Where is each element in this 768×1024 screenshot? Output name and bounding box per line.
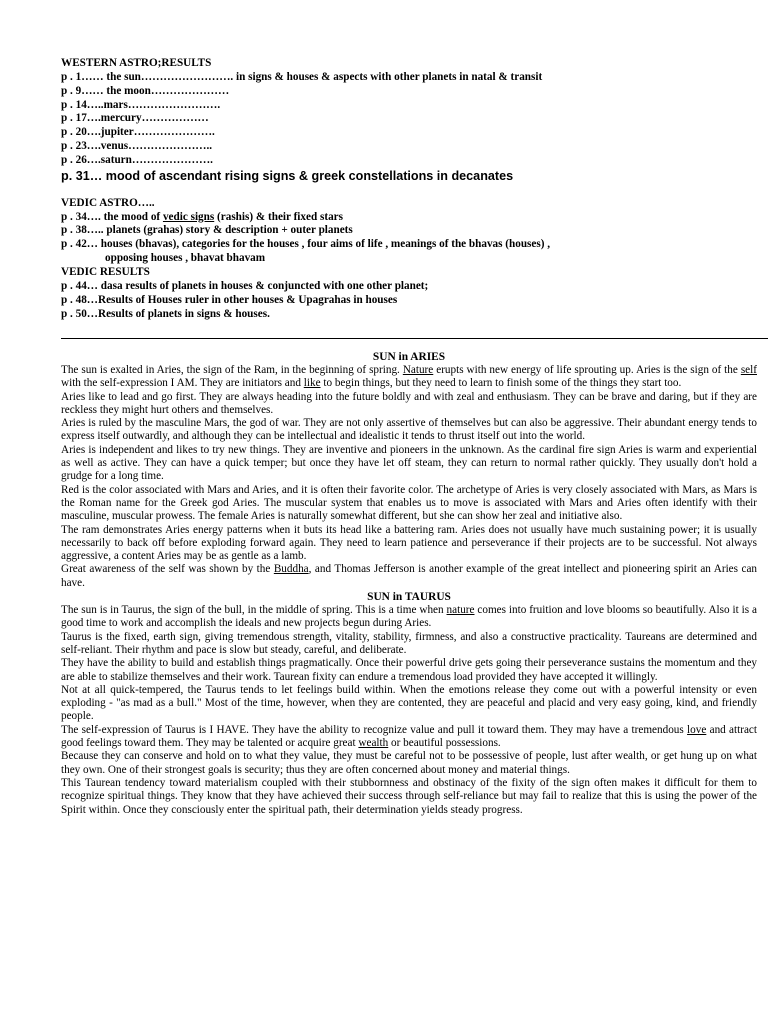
paragraph: They have the ability to build and establish things pragmatically. Once their powerful drive gets going their perseverance sustains the momentum and they are able to stabilize themselves and their work. Taurean fixity can endure a tremendous load provided they have accepted it willingly. (61, 657, 757, 683)
toc-entry: p . 1…… the sun……………………. in signs & houses & aspects with other planets in natal & transit (61, 70, 543, 83)
section-title-aries: SUN in ARIES (372, 351, 446, 363)
vedic-results-heading: VEDIC RESULTS (61, 265, 150, 278)
toc-entry: p . 38….. planets (grahas) story & description + outer planets (61, 224, 353, 237)
vedic-signs-link[interactable]: vedic signs (162, 210, 215, 223)
wealth-link[interactable]: wealth (358, 737, 389, 750)
nature-link[interactable]: nature (446, 604, 475, 617)
paragraph: The self-expression of Taurus is I HAVE. They have the ability to recognize value and pull it toward them. They may have a tremendous love and attract good feelings toward them. They may be talented or acquire great wealth or beautiful possessions. (61, 723, 757, 750)
paragraph: The sun is exalted in Aries, the sign of the Ram, in the beginning of spring. Nature erupts with new energy of life sprouting up. Aries is the sign of the self with the self-expression I AM. They are initiators and like to begin things, but they need to learn to finish some of the things they start too. (61, 364, 757, 390)
paragraph: The ram demonstrates Aries energy patterns when it buts its head like a battering ram. Aries does not usually have much sustaining power; it is usually necessarily to back off before exploding forward again. They need to learn patience and perseverance if their projects are to be successful. Not always aggressive, a content Aries may be as gentle as a lamb. (61, 523, 757, 563)
document-body (61, 350, 757, 817)
paragraph: This Taurean tendency toward materialism coupled with their stubbornness and obstinacy of the fixity of the sign often makes it difficult for them to recognize spiritual things. They know that they have achieved their success through self-reliance but may fail to realize that this is using the power of the Spirit within. Once they consciously enter the spiritual path, their determination yields steady progress. (61, 776, 757, 816)
paragraph: Because they can conserve and hold on to what they value, they must be careful not to be possessive of people, lust after wealth, or get hung up on what they own. One of their strongest goals is security; thus they are often concerned about money and material things. (61, 750, 757, 776)
toc-entry-continued: opposing houses , bhavat bhavam (105, 252, 266, 265)
toc-entry: p . 44… dasa results of planets in houses & conjuncted with one other planet; (61, 279, 429, 292)
paragraph: Aries is independent and likes to try new things. They are inventive and pioneers in the unknown. As the cardinal fire sign Aries is warm and experiential as well as active. They can have a quick temper; but once they have let off steam, they can return to normal rather quickly. They usually don't hold a grudge for a long time. (61, 443, 757, 483)
toc-entry: p . 20….jupiter…………………. (61, 126, 215, 139)
paragraph: Aries like to lead and go first. They are always heading into the future boldly and with zeal and enthusiasm. They can be brave and daring, but if they are reckless they might hurt others and themselves. (61, 390, 757, 416)
paragraph: The sun is in Taurus, the sign of the bull, in the middle of spring. This is a time when nature comes into fruition and love blooms so beautifully. Also it is a good time to work and accomplish the ideals and new projects begun during Aries. (61, 604, 757, 630)
toc-entry: p . 48…Results of Houses ruler in other houses & Upagrahas in houses (61, 293, 398, 306)
paragraph: Not at all quick-tempered, the Taurus tends to let feelings build within. When the emotions release they come out with a powerful intensity or even exploding - "as mad as a bull." Most of the time, however, when they are contented, they are peaceful and placid and very easy going, kind, and friendly people. (61, 683, 757, 723)
buddha-link[interactable]: Buddha (273, 563, 309, 576)
paragraph: Great awareness of the self was shown by the Buddha, and Thomas Jefferson is another example of the great intellect and pioneering spirit an Aries can have. (61, 563, 758, 589)
self-link[interactable]: self (740, 364, 757, 376)
toc-entry: p . 42… houses (bhavas), categories for the houses , four aims of life , meanings of the bhavas (houses) , (61, 238, 551, 251)
like-link[interactable]: like (303, 377, 321, 390)
nature-link[interactable]: Nature (402, 364, 434, 376)
table-of-contents (61, 57, 751, 321)
horizontal-divider (61, 338, 768, 339)
paragraph: Red is the color associated with Mars and Aries, and it is often their favorite color. The archetype of Aries is very closely associated with Mars, as Mars is the Roman name for the Greek god Aries. The muscular system that enables us to move is associated with Mars and Aries often identify with their masculine, muscular prowess. The female Aries is naturally somewhat different, but she can show her zeal and initiative also. (61, 483, 757, 523)
toc-entry-ascendant: p. 31… mood of ascendant rising signs & greek constellations in decanates (61, 168, 514, 183)
toc-entry: p . 14…..mars……………………. (61, 98, 221, 111)
paragraph: Aries is ruled by the masculine Mars, the god of war. They are not only assertive of themselves but can also be aggressive. Their abundant energy tends to express itself outwardly, and although they can be intellectual and idealistic it tends to thrust itself out into the world. (61, 417, 757, 443)
toc-entry: p . 23….venus………………….. (61, 140, 213, 153)
toc-entry: p . 50…Results of planets in signs & houses. (61, 307, 270, 320)
paragraph: Taurus is the fixed, earth sign, giving tremendous strength, vitality, stability, firmness, and also a constructive practicality. Taureans are determined and self-reliant. Their rhythm and pace is slow but steady, careful, and deliberate. (61, 630, 757, 656)
toc-entry: p . 9…… the moon………………… (61, 84, 230, 97)
section-title-taurus: SUN in TAURUS (367, 591, 451, 604)
toc-entry: p . 17….mercury……………… (61, 112, 209, 125)
toc-entry: p . 26….saturn…………………. (61, 153, 213, 166)
toc-entry: p . 34…. the mood of vedic signs (rashis) & their fixed stars (61, 210, 343, 223)
western-heading: WESTERN ASTRO;RESULTS (61, 57, 212, 69)
vedic-heading: VEDIC ASTRO….. (61, 196, 155, 209)
love-link[interactable]: love (687, 723, 707, 736)
